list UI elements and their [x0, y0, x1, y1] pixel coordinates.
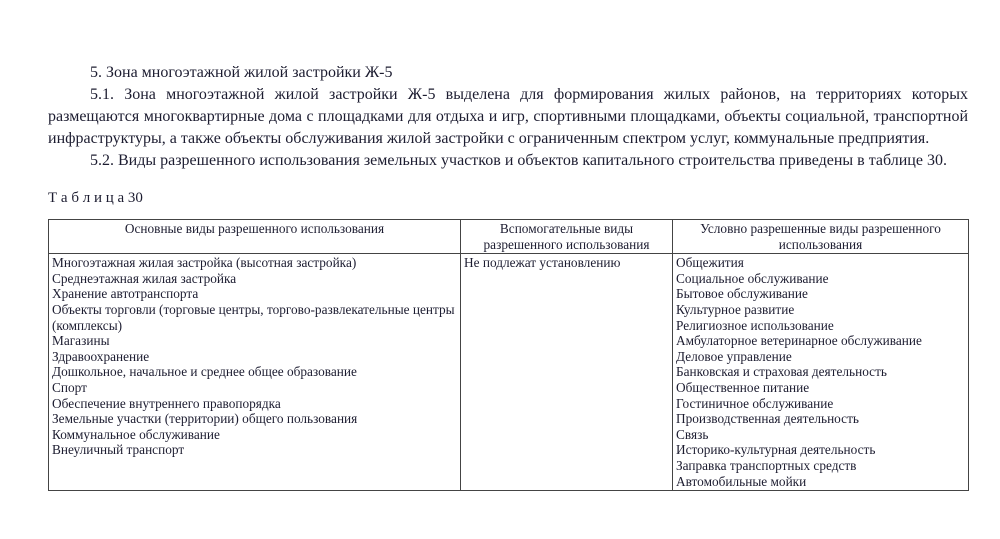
use-item: Объекты торговли (торговые центры, торгово-развлекательные центры (комплексы) [52, 301, 455, 333]
use-item: Дошкольное, начальное и среднее общее образование [52, 364, 357, 380]
use-item: Автомобильные мойки [676, 473, 807, 489]
table-caption: Т а б л и ц а 30 [48, 190, 143, 206]
use-item: Производственная деятельность [676, 411, 859, 427]
use-item: Общежития [676, 255, 744, 271]
table-body-row [49, 254, 969, 491]
column-header-conditional-uses: Условно разрешенные виды разрешенного использования [673, 220, 969, 254]
use-item: Здравоохранение [52, 348, 150, 364]
cell-conditional-uses [673, 254, 969, 491]
use-item: Амбулаторное ветеринарное обслуживание [676, 333, 922, 349]
use-item: Обеспечение внутреннего правопорядка [52, 395, 281, 411]
use-item: Общественное питание [676, 379, 810, 395]
use-item: Религиозное использование [676, 317, 834, 333]
cell-auxiliary-uses [461, 254, 673, 491]
column-header-auxiliary-uses: Вспомогательные виды разрешенного использования [461, 220, 673, 254]
use-item: Магазины [52, 333, 110, 349]
use-item: Заправка транспортных средств [676, 457, 857, 473]
column-header-main-uses: Основные виды разрешенного использования [49, 220, 461, 254]
use-item: Хранение автотранспорта [52, 286, 199, 302]
use-item: Многоэтажная жилая застройка (высотная застройка) [52, 255, 357, 271]
use-item: Социальное обслуживание [676, 270, 829, 286]
use-item: Внеуличный транспорт [52, 442, 185, 458]
use-item: Деловое управление [676, 348, 792, 364]
use-item: Среднеэтажная жилая застройка [52, 270, 237, 286]
table-30 [48, 219, 969, 491]
use-item: Банковская и страховая деятельность [676, 364, 887, 380]
cell-main-uses [49, 254, 461, 491]
use-item: Не подлежат установлению [464, 255, 621, 271]
use-item: Гостиничное обслуживание [676, 395, 834, 411]
use-item: Культурное развитие [676, 301, 795, 317]
use-item: Историко-культурная деятельность [676, 442, 876, 458]
use-item: Коммунальное обслуживание [52, 426, 220, 442]
use-item: Земельные участки (территории) общего пользования [52, 411, 358, 427]
use-item: Связь [676, 426, 709, 442]
table-header-row [49, 220, 969, 254]
paragraph-5-1: 5.1. Зона многоэтажной жилой застройки Ж-5 выделена для формирования жилых районов, на территориях которых размещаются многоквартирные дома с площадками для отдыха и игр, спортивными площадками, объекты социальной, транспортной инфраструктуры, а также объекты обслуживания жилой застройки с ограниченным спектром услуг, коммунальные предприятия. [48, 86, 968, 147]
paragraph-5-2: 5.2. Виды разрешенного использования земельных участков и объектов капитального строительства приведены в таблице 30. [90, 152, 947, 169]
use-item: Бытовое обслуживание [676, 286, 808, 302]
section-heading: 5. Зона многоэтажной жилой застройки Ж-5 [90, 64, 393, 81]
use-item: Спорт [52, 379, 87, 395]
